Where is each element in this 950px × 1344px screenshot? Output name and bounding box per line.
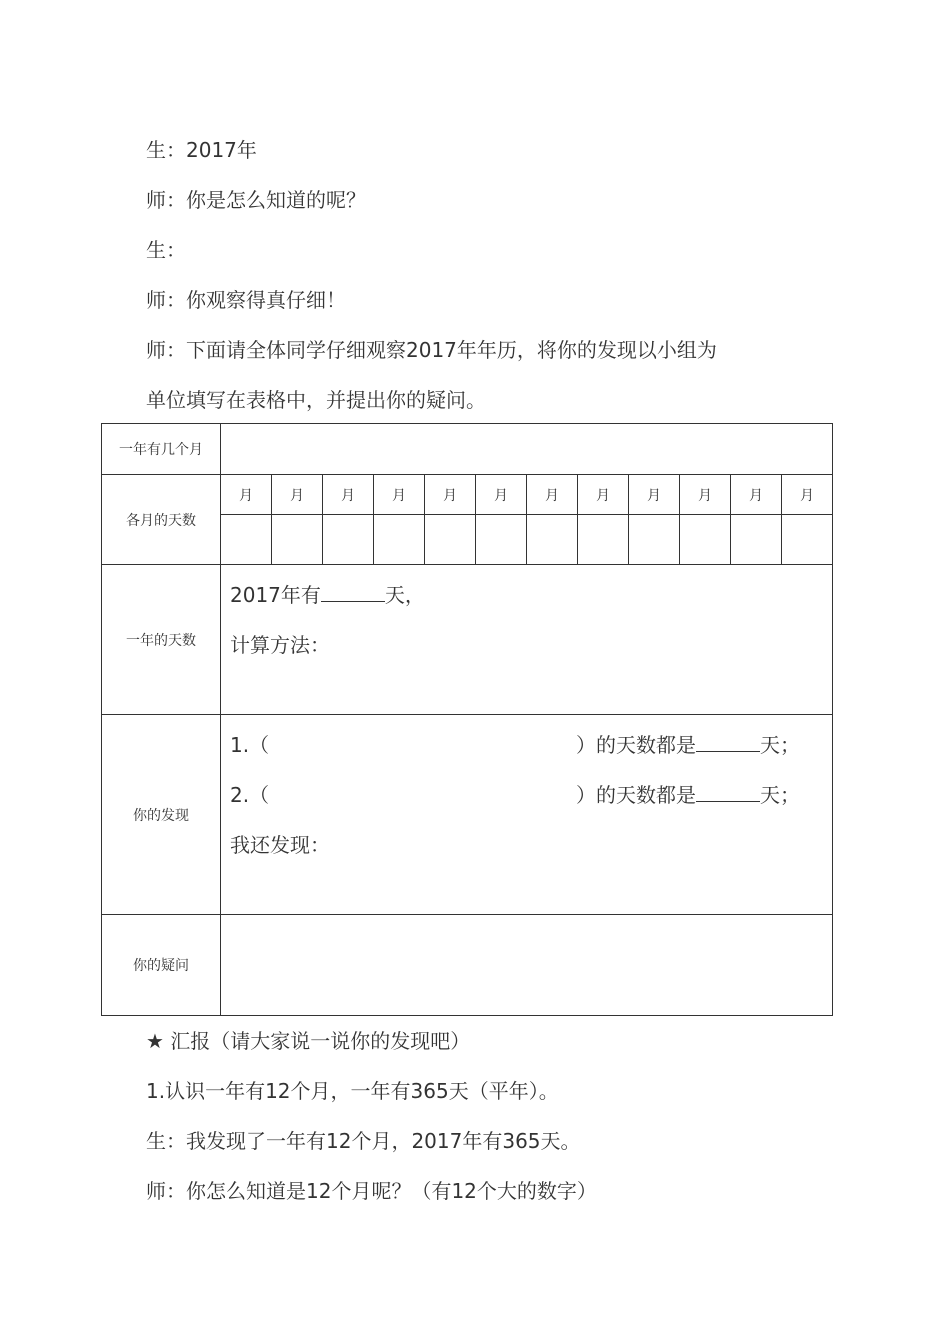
report-heading: ★ 汇报（请大家说一说你的发现吧） — [146, 1029, 471, 1053]
month-header: 月 — [425, 475, 476, 515]
month-header: 月 — [527, 475, 578, 515]
questions-cell[interactable] — [221, 915, 833, 1016]
finding-1-prefix: 1.（ — [230, 733, 270, 757]
month-header: 月 — [323, 475, 374, 515]
month-days-cell[interactable] — [476, 515, 527, 565]
month-days-cell[interactable] — [527, 515, 578, 565]
findings-label: 你的发现 — [102, 715, 221, 915]
text-line-5: 师：下面请全体同学仔细观察2017年年历，将你的发现以小组为 — [146, 338, 717, 362]
worksheet-table — [101, 423, 833, 1016]
more-findings-label: 我还发现： — [230, 833, 330, 857]
month-days-cell[interactable] — [680, 515, 731, 565]
text-line-1: 生：2017年 — [146, 138, 257, 162]
month-days-cell[interactable] — [731, 515, 782, 565]
year-days-suffix: 天， — [384, 583, 425, 607]
text-line-3: 生： — [146, 238, 186, 262]
row-month-days-header — [102, 475, 833, 515]
finding-1-blank[interactable] — [696, 731, 760, 752]
month-header: 月 — [578, 475, 629, 515]
month-header: 月 — [476, 475, 527, 515]
text-line-6: 单位填写在表格中，并提出你的疑问。 — [146, 388, 486, 412]
row-questions — [102, 915, 833, 1016]
calc-method-label: 计算方法： — [230, 633, 330, 657]
finding-2-blank[interactable] — [696, 781, 760, 802]
findings-cell[interactable] — [221, 715, 833, 915]
questions-label: 你的疑问 — [102, 915, 221, 1016]
text-line-4: 师：你观察得真仔细！ — [146, 288, 346, 312]
text-line-9: 生：我发现了一年有12个月，2017年有365天。 — [146, 1129, 581, 1153]
month-days-cell[interactable] — [629, 515, 680, 565]
month-days-cell[interactable] — [578, 515, 629, 565]
months-count-label: 一年有几个月 — [102, 424, 221, 475]
month-header: 月 — [374, 475, 425, 515]
month-header: 月 — [272, 475, 323, 515]
month-days-cell[interactable] — [374, 515, 425, 565]
month-header: 月 — [629, 475, 680, 515]
row-findings — [102, 715, 833, 915]
month-days-cell[interactable] — [782, 515, 833, 565]
finding-2-middle: ）的天数都是 — [576, 783, 696, 807]
row-year-days — [102, 565, 833, 715]
month-days-cell[interactable] — [323, 515, 374, 565]
month-header: 月 — [731, 475, 782, 515]
text-line-10: 师：你怎么知道是12个月呢？（有12个大的数字） — [146, 1179, 597, 1203]
finding-2-suffix: 天； — [760, 783, 800, 807]
month-days-cell[interactable] — [272, 515, 323, 565]
year-days-line — [230, 579, 425, 608]
month-days-cell[interactable] — [221, 515, 272, 565]
month-header: 月 — [221, 475, 272, 515]
row-months-count — [102, 424, 833, 475]
month-days-label: 各月的天数 — [102, 475, 221, 565]
finding-2-prefix: 2.（ — [230, 783, 270, 807]
finding-item-2 — [230, 779, 810, 808]
text-line-8: 1.认识一年有12个月，一年有365天（平年）。 — [146, 1079, 559, 1103]
month-days-cell[interactable] — [425, 515, 476, 565]
year-days-prefix: 2017年有 — [230, 583, 321, 607]
finding-item-1 — [230, 729, 810, 758]
text-line-2: 师：你是怎么知道的呢？ — [146, 188, 366, 212]
finding-1-suffix: 天； — [760, 733, 800, 757]
months-count-answer-cell[interactable] — [221, 424, 833, 475]
year-days-blank[interactable] — [321, 581, 385, 602]
finding-1-middle: ）的天数都是 — [576, 733, 696, 757]
month-header: 月 — [782, 475, 833, 515]
year-days-cell[interactable] — [221, 565, 833, 715]
year-days-label: 一年的天数 — [102, 565, 221, 715]
month-header: 月 — [680, 475, 731, 515]
